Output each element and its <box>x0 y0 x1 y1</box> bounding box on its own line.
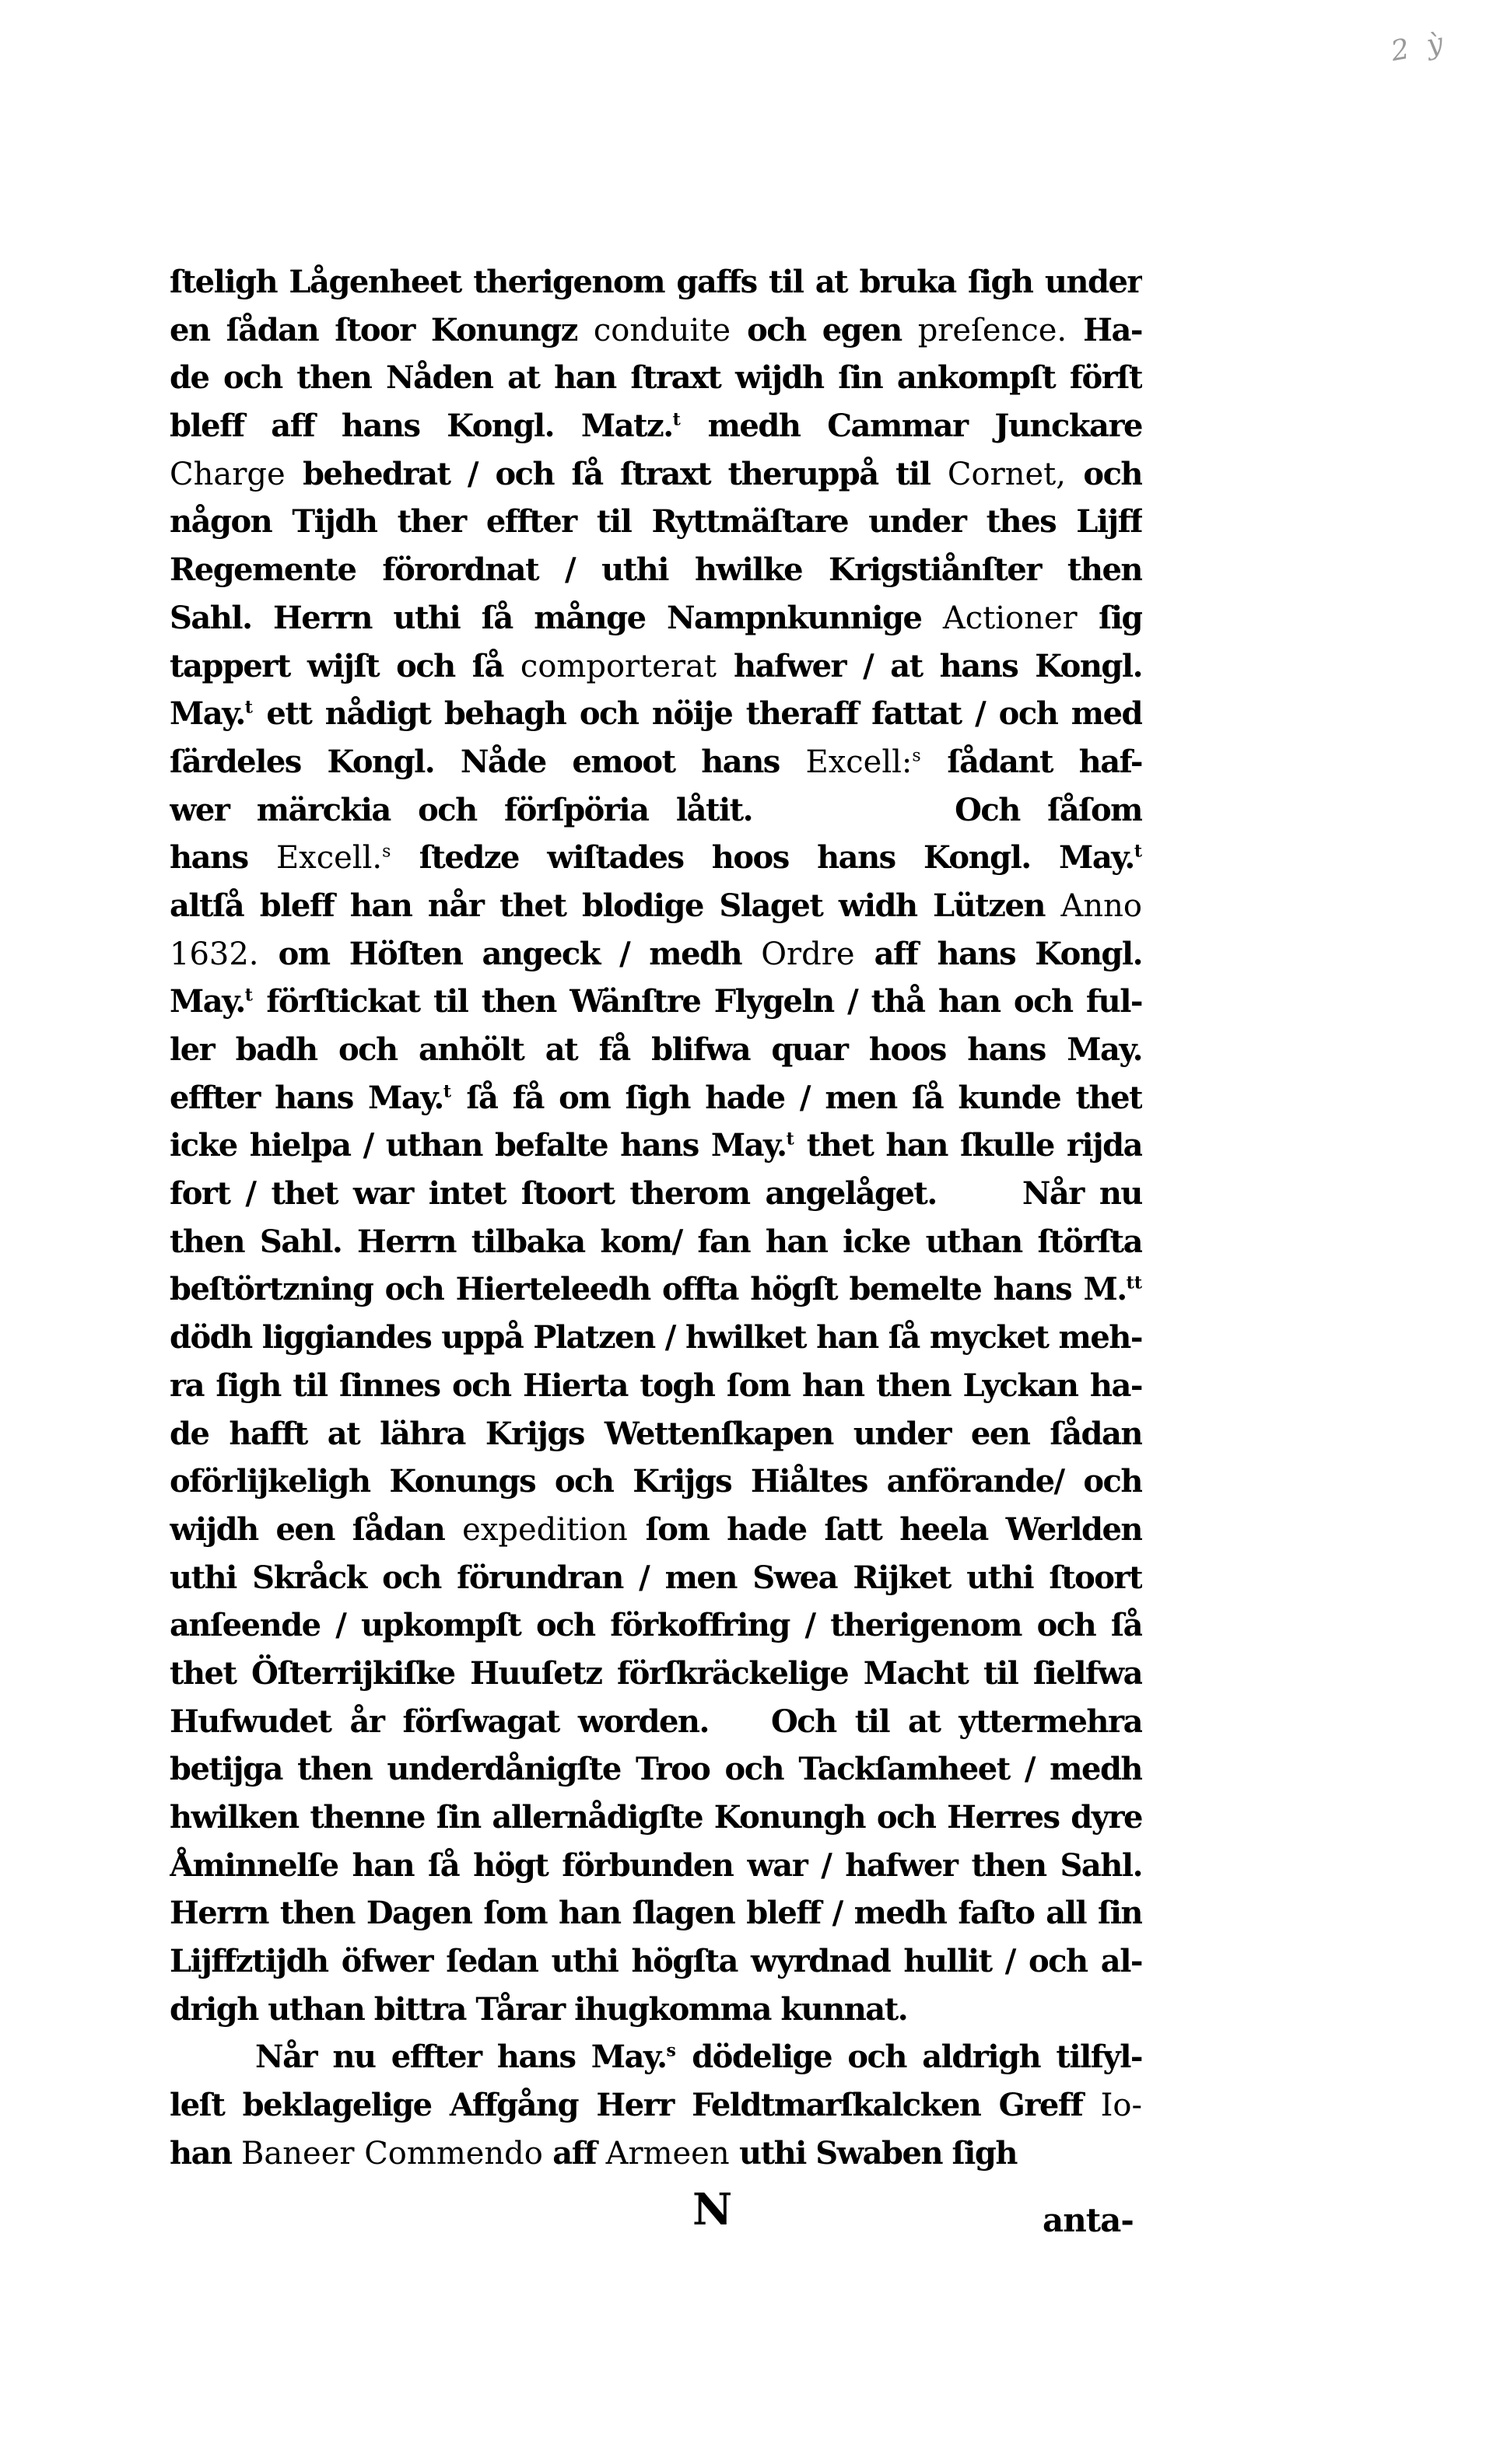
antiqua-text: Armeen <box>605 2135 730 2172</box>
sentence-gap <box>937 1203 1022 1204</box>
text-line <box>170 2130 1142 2178</box>
fraktur-text: t <box>244 985 253 1006</box>
fraktur-text: dödelige och aldrigh tilfyl- <box>675 2039 1142 2076</box>
antiqua-text: Io- <box>1100 2088 1142 2124</box>
text-line <box>170 354 1142 402</box>
fraktur-text: ſtedze wiſtades hoos hans Kongl. May. <box>391 839 1134 877</box>
antiqua-text: expedition <box>462 1511 628 1548</box>
text-line <box>170 402 1142 450</box>
fraktur-text: förſtickat til then Wänſtre Flygeln / thå han och ful- <box>252 983 1142 1020</box>
antiqua-text: conduite <box>593 312 731 348</box>
text-line <box>170 498 1142 546</box>
fraktur-text: betijga then underdånigſte Troo och Tackſamheet / medh <box>170 1751 1142 1788</box>
fraktur-text: Och ſåſom <box>955 791 1142 828</box>
text-line <box>170 1170 1142 1218</box>
fraktur-text: leſt beklagelige Affgång Herr Feldtmarſkalcken Greff <box>170 2087 1101 2124</box>
fraktur-text: Ha- <box>1067 311 1142 348</box>
fraktur-text: t <box>1134 841 1142 862</box>
text-line <box>170 2081 1142 2130</box>
text-line <box>170 1554 1142 1602</box>
fraktur-text: Herrn then Dagen ſom han ſlagen bleff / medh faſto all ſin <box>170 1895 1142 1932</box>
text-line <box>170 786 1142 835</box>
fraktur-text: Regemente förordnat / uthi hwilke Krigstiånſter then <box>170 551 1142 589</box>
fraktur-text: tt <box>1126 1273 1142 1294</box>
fraktur-text: aff hans Kongl. <box>854 935 1142 972</box>
text-line <box>170 1506 1142 1554</box>
fraktur-text: thet Öſterrijkiſke Huuſetz förſkräckelige Macht til ſielfwa <box>170 1654 1142 1692</box>
text-line <box>170 1745 1142 1794</box>
text-line <box>170 1026 1142 1074</box>
fraktur-text: hwilken thenne ſin allernådigſte Konungh och Herres dyre <box>170 1799 1142 1836</box>
fraktur-text: och <box>1065 455 1142 492</box>
text-line <box>170 834 1142 882</box>
fraktur-text: de och then Nåden at han ſtraxt wijdh ſin ankompſt förſt <box>170 359 1142 397</box>
fraktur-text: s <box>666 2041 676 2062</box>
fraktur-text: ler badh och anhölt at få blifwa quar hoos hans May. <box>170 1031 1142 1068</box>
antiqua-text: s <box>382 842 391 862</box>
text-line <box>170 306 1142 355</box>
body-text-block <box>170 258 1142 2178</box>
sentence-gap <box>709 1731 771 1732</box>
fraktur-text: någon Tijdh ther effter til Ryttmäſtare under thes Lijff <box>170 503 1142 541</box>
fraktur-text: t <box>443 1081 452 1102</box>
text-line <box>170 738 1142 786</box>
fraktur-text: en ſådan ſtoor Konungz <box>170 311 594 348</box>
fraktur-text: ſärdeles Kongl. Nåde emoot hans <box>170 743 806 780</box>
fraktur-text: May. <box>170 695 245 733</box>
antiqua-text: s <box>912 746 921 766</box>
antiqua-text: 1632. <box>170 936 259 972</box>
antiqua-text: Excell. <box>275 840 383 877</box>
fraktur-text: oförlijkeligh Konungs och Krijgs Hiåltes anförande/ och <box>170 1463 1142 1500</box>
text-line <box>170 1986 1142 2034</box>
signature-mark: N <box>692 2184 733 2235</box>
fraktur-text: t <box>244 697 253 718</box>
text-line <box>170 1122 1142 1170</box>
fraktur-text: fort / thet war intet ſtoort therom angelåget. <box>170 1175 937 1213</box>
fraktur-text: ſteligh Lågenheet therigenom gaffs til at bruka ſigh under <box>170 264 1142 300</box>
fraktur-text: medh Cammar Junckare <box>680 408 1142 445</box>
fraktur-text: han <box>170 2134 242 2172</box>
fraktur-text: thet han ſkulle rijda <box>794 1127 1142 1164</box>
sentence-gap <box>752 820 955 821</box>
antiqua-text: Charge <box>170 456 286 492</box>
text-line <box>170 882 1142 930</box>
text-line <box>170 1458 1142 1506</box>
fraktur-text: drigh uthan bittra Tårar ihugkomma kunnat. <box>170 1990 908 2028</box>
fraktur-text: Hufwudet år förſwagat worden. <box>170 1703 709 1740</box>
text-line <box>170 546 1142 594</box>
fraktur-text: Åminnelſe han ſå högt förbunden war / hafwer then Sahl. <box>170 1846 1142 1884</box>
antiqua-text: Ordre <box>761 936 855 972</box>
fraktur-text: uthi Skråck och förundran / men Swea Rijket uthi ſtoort <box>170 1559 1142 1596</box>
text-line <box>170 1794 1142 1842</box>
fraktur-text: t <box>786 1129 794 1150</box>
text-line <box>170 1937 1142 1986</box>
fraktur-text: ſå få om ſigh hade / men ſå kunde thet <box>451 1079 1142 1116</box>
text-line <box>170 258 1142 306</box>
fraktur-text: Når nu effter hans May. <box>255 2039 667 2076</box>
fraktur-text: och egen <box>731 311 918 348</box>
fraktur-text: May. <box>170 983 245 1020</box>
text-line <box>170 1265 1142 1314</box>
text-line <box>170 690 1142 738</box>
fraktur-text: t <box>672 409 681 430</box>
fraktur-text: then Sahl. Herrn tilbaka kom/ fan han icke uthan ſtörſta <box>170 1223 1142 1260</box>
fraktur-text: Når nu <box>1022 1175 1142 1213</box>
fraktur-text: ett nådigt behagh och nöije theraff fattat / och med <box>252 695 1142 733</box>
antiqua-text: comporterat <box>520 648 717 684</box>
fraktur-text: dödh liggiandes uppå Platzen / hwilket han ſå mycket meh- <box>170 1319 1142 1356</box>
text-line <box>170 594 1142 642</box>
fraktur-text: behedrat / och ſå ſtraxt theruppå til <box>285 455 948 492</box>
fraktur-text: wer märckia och förſpöria låtit. <box>170 791 753 828</box>
antiqua-text: Baneer Commendo <box>241 2135 543 2172</box>
antiqua-text: Cornet, <box>947 456 1066 492</box>
text-line <box>170 1218 1142 1266</box>
fraktur-text: uthi Swaben ſigh <box>729 2134 1017 2172</box>
fraktur-text: altſå bleff han når thet blodige Slaget widh Lützen <box>170 887 1061 924</box>
text-line <box>170 1362 1142 1410</box>
text-line <box>170 1698 1142 1746</box>
fraktur-text: Och til at yttermehra <box>770 1703 1142 1740</box>
handwritten-corner-mark: 2 ỳ <box>1388 26 1450 68</box>
fraktur-text: aff <box>542 2134 606 2172</box>
fraktur-text: ſådant haf- <box>920 743 1142 780</box>
text-line <box>170 1889 1142 1937</box>
text-line <box>170 1314 1142 1362</box>
fraktur-text: hans <box>170 839 276 877</box>
text-line <box>170 450 1142 499</box>
text-line <box>170 1410 1142 1458</box>
text-line <box>170 1842 1142 1890</box>
text-line <box>170 642 1142 691</box>
fraktur-text: Sahl. Herrn uthi ſå månge Nampnkunnige <box>170 599 943 636</box>
antiqua-text: Anno <box>1060 887 1142 924</box>
fraktur-text: icke hielpa / uthan befalte hans May. <box>170 1127 787 1164</box>
fraktur-text: bleff aff hans Kongl. Matz. <box>170 408 673 445</box>
fraktur-text: hafwer / at hans Kongl. <box>716 647 1142 684</box>
catchword: anta- <box>1043 2201 1134 2239</box>
text-line <box>170 978 1142 1026</box>
text-line <box>170 2033 1142 2081</box>
antiqua-text: preſence. <box>917 312 1067 348</box>
fraktur-text: de hafft at lähra Krijgs Wettenſkapen under een ſådan <box>170 1415 1142 1452</box>
text-line <box>170 1601 1142 1650</box>
fraktur-text: tappert wijſt och ſå <box>170 647 520 684</box>
fraktur-text: ſom hade ſatt heela Werlden <box>627 1510 1142 1548</box>
fraktur-text: beſtörtzning och Hierteleedh offta högſt bemelte hans M. <box>170 1271 1127 1308</box>
fraktur-text: anſeende / upkompſt och förkoffring / therigenom och ſå <box>170 1607 1142 1644</box>
antiqua-text: Actioner <box>942 600 1078 636</box>
text-line <box>170 1074 1142 1122</box>
fraktur-text: ra ſigh til ſinnes och Hierta togh ſom han then Lyckan ha- <box>170 1367 1142 1404</box>
antiqua-text: Excell: <box>805 744 913 780</box>
fraktur-text: ſig <box>1077 599 1142 636</box>
fraktur-text: wijdh een ſådan <box>170 1510 463 1548</box>
fraktur-text: effter hans May. <box>170 1079 443 1116</box>
fraktur-text: Lijffztijdh öfwer ſedan uthi högſta wyrdnad hullit / och al- <box>170 1943 1142 1980</box>
fraktur-text: om Höſten angeck / medh <box>258 935 762 972</box>
text-line <box>170 930 1142 978</box>
text-line <box>170 1650 1142 1698</box>
